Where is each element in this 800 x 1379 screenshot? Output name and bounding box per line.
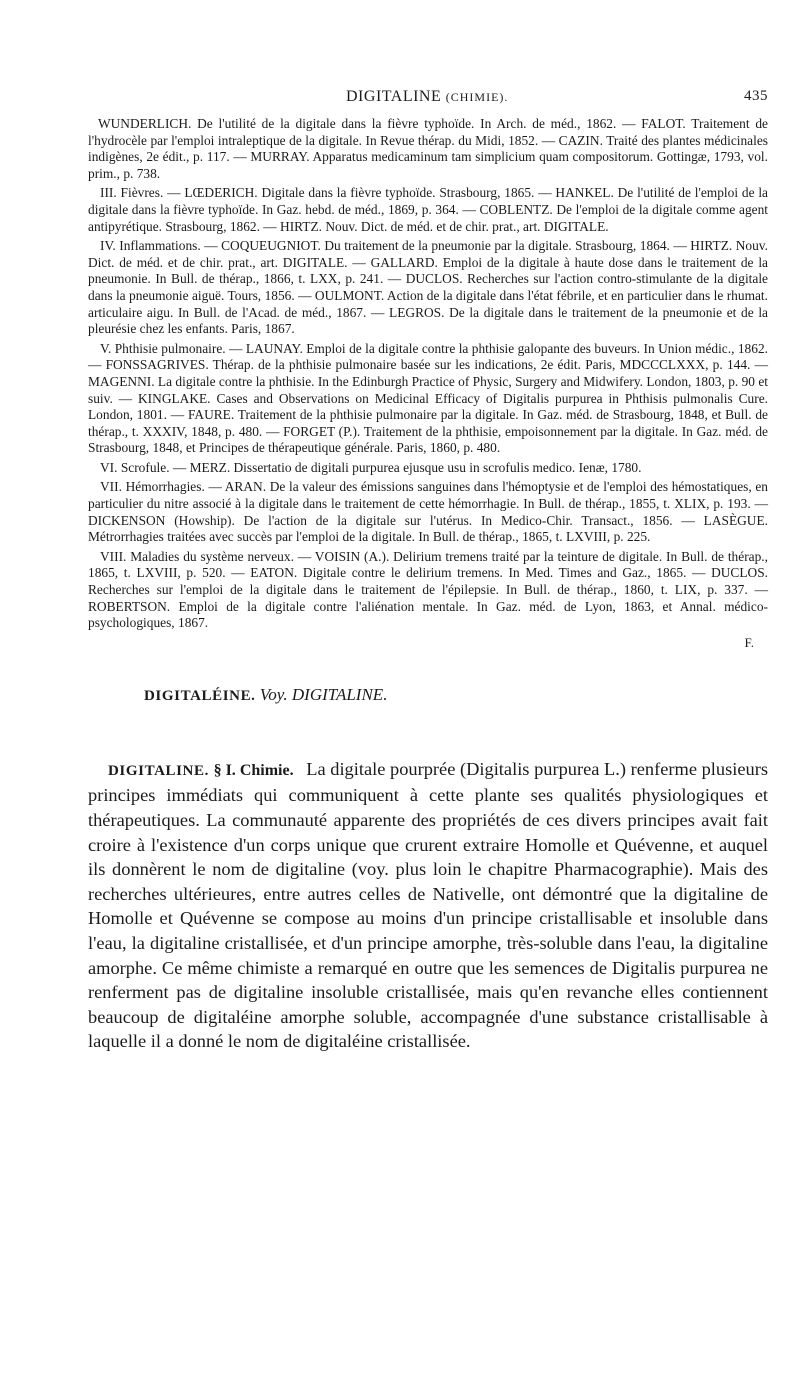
running-head (88, 88, 768, 112)
bibliography-paragraph-fievres: III. Fièvres. — LŒDERICH. Digitale dans la fièvre typhoïde. Strasbourg, 1865. — HANKEL. De l'utilité de l'emploi de la digitale dans la fièvre typhoïde. In Gaz. hebd. de méd., 1869, p. 364. — COBLENTZ. De l'emploi de la digitale comme agent antipyrétique. Strasbourg, 1862. — HIRTZ. Nouv. Dict. de méd. et de chir. prat., art. DIGITALE. (88, 185, 768, 234)
running-title-word: DIGITALINE (346, 88, 442, 105)
bibliography-paragraph-scrofule: VI. Scrofule. — MERZ. Dissertatio de digitali purpurea ejusque usu in scrofulis medico. Ienæ, 1780. (100, 459, 642, 475)
bibliography-section (88, 116, 768, 632)
cross-reference-text: Voy. DIGITALINE. (259, 684, 388, 704)
section-heading: § I. Chimie. (213, 761, 294, 779)
dictionary-page (88, 88, 768, 1054)
bibliography-paragraph-hemorrhagies: VII. Hémorrhagies. — ARAN. De la valeur des émissions sanguines dans l'hémoptysie et de l'emploi des hémostatiques, en particulier du nitre associé à la digitale dans le traitement de cette hémorrhagie. In Bull. de thérap., 1855, t. XLIX, p. 193. — DICKENSON (Howship). De l'action de la digitale sur l'utérus. In Medico-Chir. Transact., 1856. — LASÈGUE. Métrorrhagies traitées avec succès par l'emploi de la digitale. In Bull. de thérap., 1865, t. LXVIII, p. 225. (88, 479, 768, 545)
bibliography-paragraph-systeme-nerveux: VIII. Maladies du système nerveux. — VOISIN (A.). Delirium tremens traité par la teinture de digitale. In Bull. de thérap., 1865, t. LXVIII, p. 520. — EATON. Digitale contre le delirium tremens. In Med. Times and Gaz., 1865. — DUCLOS. Recherches sur l'emploi de la digitale dans le traitement de l'épilepsie. In Bull. de thérap., 1860, t. LIX, p. 337. — ROBERTSON. Emploi de la digitale contre l'aliénation mentale. In Gaz. méd. de Lyon, 1863, et Annal. médico-psychologiques, 1867. (88, 548, 768, 631)
cross-reference-entry (144, 685, 768, 705)
running-title-subtitle: (CHIMIE). (445, 90, 509, 104)
article-body-text: La digitale pourprée (Digitalis purpurea L.) renferme plusieurs principes immédiats qui communiquent à cette plante ses qualités physiologiques et thérapeutiques. La communauté apparente des propriétés de ces divers principes avait fait croire à l'existence d'un corps unique que crurent extraire Homolle et Quévenne, et auquel ils donnèrent le nom de digitaline (voy. plus loin le chapitre Pharmacographie). Mais des recherches ultérieures, entre autres celles de Nativelle, ont démontré que la digitaline de Homolle et Quévenne se compose au moins d'un principe cristallisable et insoluble dans l'eau, la digitaline cristallisée, et d'un principe amorphe, très-soluble dans l'eau, la digitaline amorphe. Ce même chimiste a remarqué en outre que les semences de Digitalis purpurea ne renferment pas de digitaline insoluble cristallisée, mais qu'en revanche elles contiennent beaucoup de digitaléine amorphe soluble, accompagnée d'une substance cristallisable à laquelle il a donné le nom de digitaléine cristallisée. (88, 758, 768, 1052)
bibliography-paragraph-inflammations: IV. Inflammations. — COQUEUGNIOT. Du traitement de la pneumonie par la digitale. Strasbourg, 1864. — HIRTZ. Nouv. Dict. de méd. et de chir. prat., art. DIGITALE. — GALLARD. Emploi de la digitale à haute dose dans le traitement de la pneumonie. In Bull. de thérap., 1866, t. LXX, p. 241. — DUCLOS. Recherches sur l'action contro-stimulante de la digitale dans la pneumonie aiguë. Tours, 1856. — OULMONT. Action de la digitale dans l'état fébrile, et en particulier dans le rhumat. articulaire aigu. In Bull. de l'Acad. de méd., 1867. — LEGROS. De la digitale dans le traitement de la pneumonie et de la pleurésie chez les enfants. Paris, 1867. (88, 238, 768, 337)
article-digitaline (88, 757, 768, 1054)
cross-reference-headword: DIGITALÉINE. (144, 687, 256, 704)
article-headword: DIGITALINE. (108, 762, 209, 779)
author-signature: F. (744, 634, 754, 650)
bibliography-paragraph-phthisie: V. Phthisie pulmonaire. — LAUNAY. Emploi de la digitale contre la phthisie galopante des buveurs. In Union médic., 1862. — FONSSAGRIVES. Thérap. de la phthisie pulmonaire basée sur les indications, 2e édit. Paris, MDCCCLXXX, p. 144. — MAGENNI. La digitale contre la phthisie. In the Edinburgh Practice of Physic, Surgery and Midwifery. London, 1803, p. 90 et suiv. — KINGLAKE. Cases and Observations on Medicinal Efficacy of Digitalis purpurea in Phthisis pulmonalis Cure. London, 1801. — FAURE. Traitement de la phthisie pulmonaire par la digitale. In Gaz. méd. de Strasbourg, 1848, et Bull. de thérap., t. XXXIV, 1848, p. 480. — FORGET (P.). Traitement de la phthisie, empoisonnement par la digitale. In Gaz. méd. de Strasbourg, 1848, et Principes de thérapeutique générale. Paris, 1860, p. 480. (88, 340, 768, 456)
page-number: 435 (744, 88, 768, 104)
running-title (346, 88, 508, 106)
bibliography-paragraph-continued: WUNDERLICH. De l'utilité de la digitale dans la fièvre typhoïde. In Arch. de méd., 1862. — FALOT. Traitement de l'hydrocèle par l'emploi intraleptique de la digitale. In Revue thérap. du Midi, 1852. — CAZIN. Traité des plantes médicinales indigènes, 2e édit., p. 117. — MURRAY. Apparatus medicaminum tam simplicium quam compositorum. Gottingæ, 1793, vol. prim., p. 738. (88, 116, 768, 181)
